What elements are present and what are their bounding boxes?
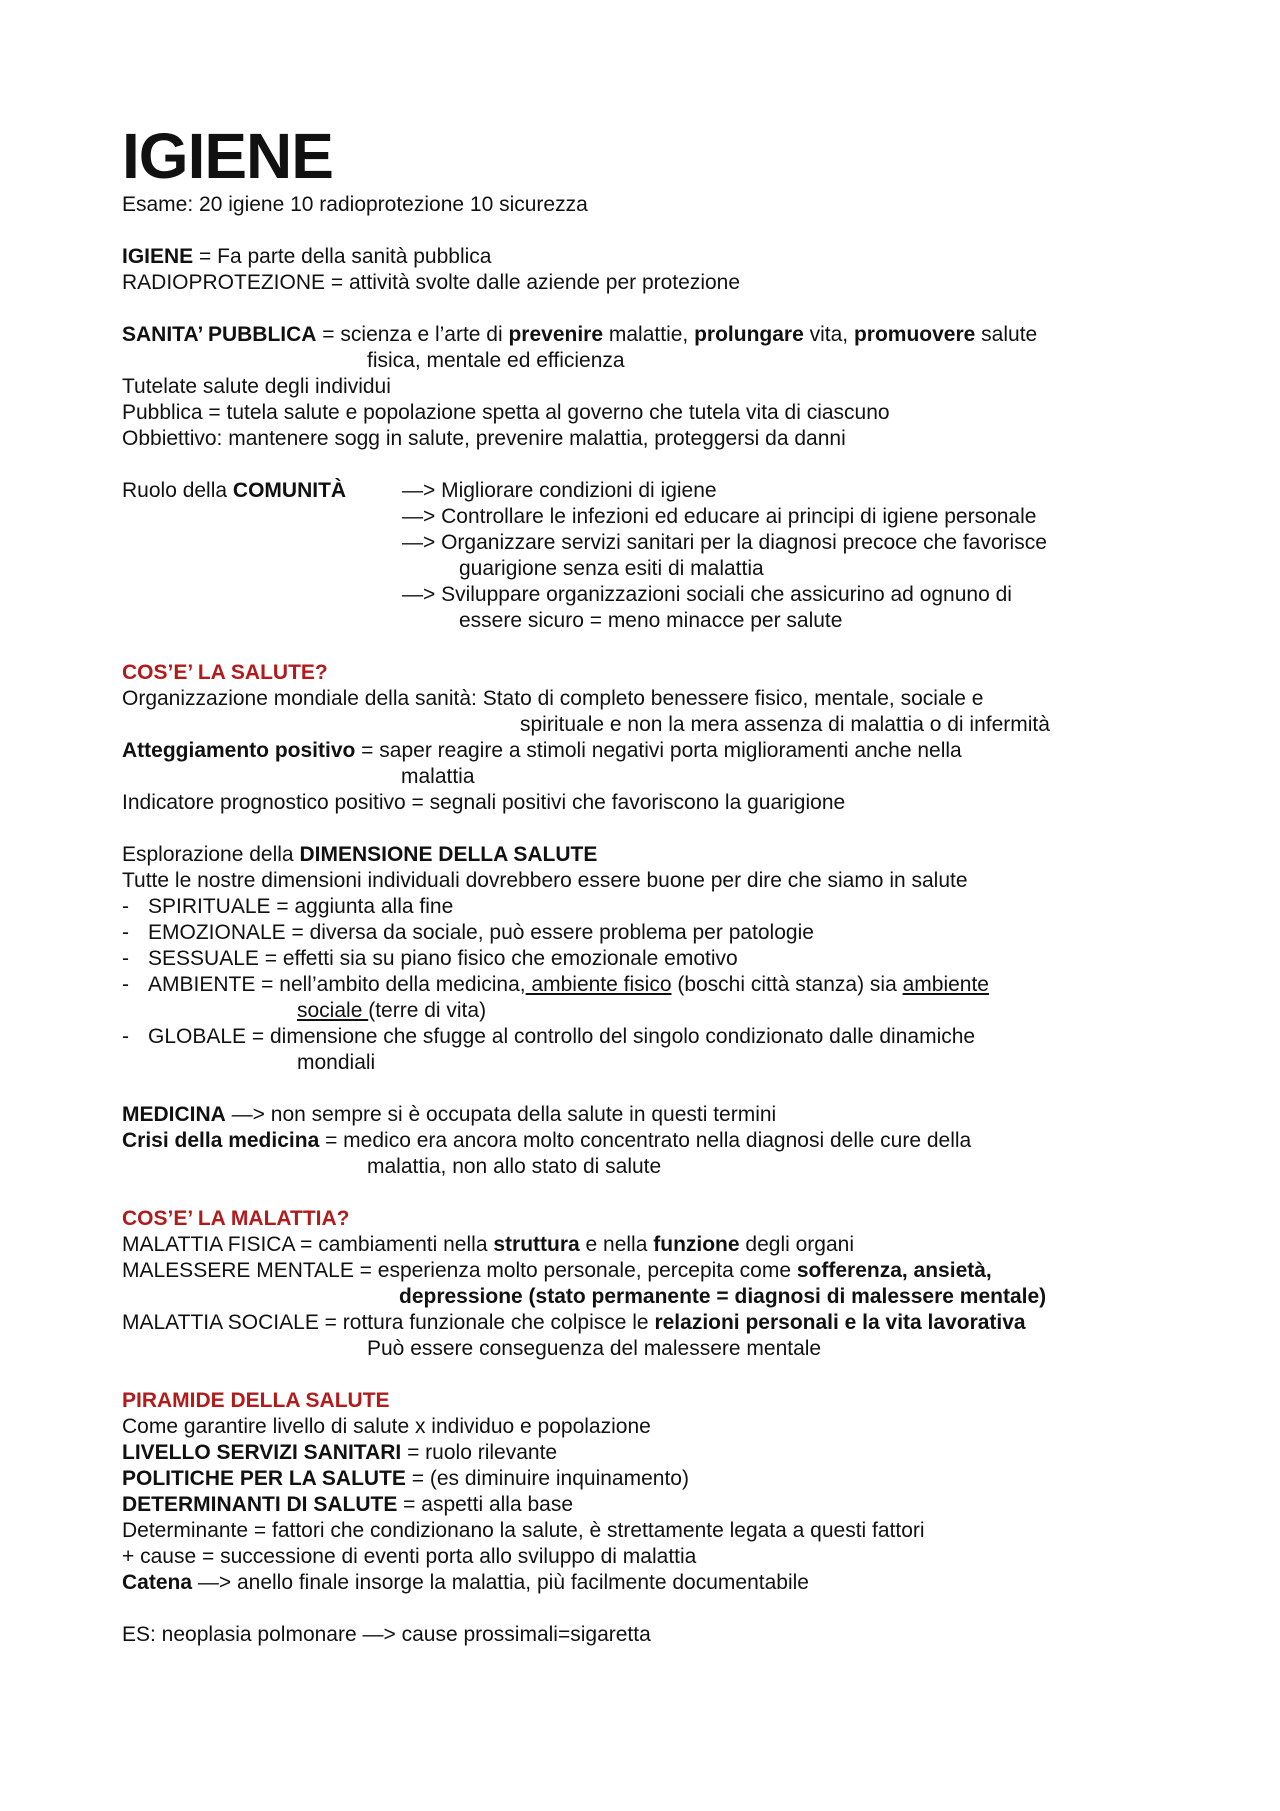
ruolo-item: —> Migliorare condizioni di igiene [402,479,717,502]
sociale-continuation: Può essere conseguenza del malessere mentale [367,1337,822,1360]
ruolo-item: —> Sviluppare organizzazioni sociali che assicurino ad ognuno di [402,583,1012,606]
igiene-definition: IGIENE = Fa parte della sanità pubblica [122,245,492,268]
oms-definition: Organizzazione mondiale della sanità: Stato di completo benessere fisico, mentale, sociale e [122,687,984,710]
list-item: - SPIRITUALE = aggiunta alla fine [122,895,454,918]
ambiente-text: AMBIENTE = nell’ambito della medicina, ambiente fisico (boschi città stanza) sia ambiente [148,973,989,996]
crisi-continuation: malattia, non allo stato di salute [367,1155,662,1178]
malattia-heading: COS’E’ LA MALATTIA? [122,1207,350,1230]
sanita-line-3: Obbiettivo: mantenere sogg in salute, prevenire malattia, proteggersi da danni [122,427,846,450]
igiene-term: IGIENE [122,245,194,268]
determinanti-salute: DETERMINANTI DI SALUTE = aspetti alla base [122,1493,574,1516]
bullet-dash: - [122,895,129,918]
piramide-heading: PIRAMIDE DELLA SALUTE [122,1389,390,1412]
ruolo-items [402,478,1182,634]
ambiente-continuation: sociale (terre di vita) [297,999,487,1022]
spacer [122,1596,1182,1622]
spacer [122,452,1182,478]
atteggiamento-definition: Atteggiamento positivo = saper reagire a stimoli negativi porta miglioramenti anche nella [122,739,962,762]
piramide-line: Come garantire livello di salute x individuo e popolazione [122,1415,651,1438]
list-item: - GLOBALE = dimensione che sfugge al controllo del singolo condizionato dalle dinamiche [122,1025,976,1048]
spacer [122,634,1182,660]
salute-heading: COS’E’ LA SALUTE? [122,661,328,684]
exam-line: Esame: 20 igiene 10 radioprotezione 10 sicurezza [122,193,588,216]
ruolo-item-continuation: essere sicuro = meno minacce per salute [459,609,843,632]
cause-definition: + cause = successione di eventi porta allo sviluppo di malattia [122,1545,697,1568]
list-item: - SESSUALE = effetti sia su piano fisico che emozionale emotivo [122,947,738,970]
medicina-definition: MEDICINA —> non sempre si è occupata della salute in questi termini [122,1103,777,1126]
bullet-dash: - [122,1025,129,1048]
spacer [122,296,1182,322]
indicatore-definition: Indicatore prognostico positivo = segnali positivi che favoriscono la guarigione [122,791,846,814]
ruolo-comunita-block [122,478,1182,634]
ruolo-item-continuation: guarigione senza esiti di malattia [459,557,764,580]
ruolo-item: —> Controllare le infezioni ed educare ai principi di igiene personale [402,505,1037,528]
malattia-fisica: MALATTIA FISICA = cambiamenti nella struttura e nella funzione degli organi [122,1233,854,1256]
spacer [122,816,1182,842]
livello-servizi: LIVELLO SERVIZI SANITARI = ruolo rilevante [122,1441,558,1464]
list-item: - EMOZIONALE = diversa da sociale, può essere problema per patologie [122,921,814,944]
list-item [122,972,1182,998]
bullet-dash: - [122,947,129,970]
example-line: ES: neoplasia polmonare —> cause prossimali=sigaretta [122,1623,651,1646]
malattia-sociale: MALATTIA SOCIALE = rottura funzionale che colpisce le relazioni personali e la vita lavorativa [122,1311,1026,1334]
sanita-pubblica-definition: SANITA’ PUBBLICA = scienza e l’arte di prevenire malattie, prolungare vita, promuovere salute [122,323,1038,346]
document-page [122,120,1182,1648]
ruolo-label: Ruolo della COMUNITÀ [122,479,347,502]
malessere-continuation: depressione (stato permanente = diagnosi di malessere mentale) [399,1285,1047,1308]
crisi-definition: Crisi della medicina = medico era ancora molto concentrato nella diagnosi delle cure della [122,1129,972,1152]
spacer [122,218,1182,244]
determinante-definition: Determinante = fattori che condizionano la salute, è strettamente legata a questi fattori [122,1519,925,1542]
politiche-salute: POLITICHE PER LA SALUTE = (es diminuire inquinamento) [122,1467,689,1490]
malessere-mentale: MALESSERE MENTALE = esperienza molto personale, percepita come sofferenza, ansietà, [122,1259,992,1282]
radioprotezione-definition: RADIOPROTEZIONE = attività svolte dalle aziende per protezione [122,271,741,294]
ruolo-item: —> Organizzare servizi sanitari per la diagnosi precoce che favorisce [402,531,1047,554]
dimensione-intro: Tutte le nostre dimensioni individuali dovrebbero essere buone per dire che siamo in salute [122,869,968,892]
catena-definition: Catena —> anello finale insorge la malattia, più facilmente documentabile [122,1571,809,1594]
dimensione-heading: Esplorazione della DIMENSIONE DELLA SALUTE [122,843,598,866]
spacer [122,1362,1182,1388]
sanita-continuation: fisica, mentale ed efficienza [367,349,625,372]
spacer [122,1180,1182,1206]
bullet-dash: - [122,973,129,996]
globale-continuation: mondiali [297,1051,376,1074]
oms-continuation: spirituale e non la mera assenza di malattia o di infermità [520,713,1050,736]
sanita-line-1: Tutelate salute degli individui [122,375,391,398]
sanita-line-2: Pubblica = tutela salute e popolazione spetta al governo che tutela vita di ciascuno [122,401,890,424]
page-title: IGIENE [122,120,333,192]
spacer [122,1076,1182,1102]
bullet-dash: - [122,921,129,944]
atteggiamento-continuation: malattia [401,765,475,788]
